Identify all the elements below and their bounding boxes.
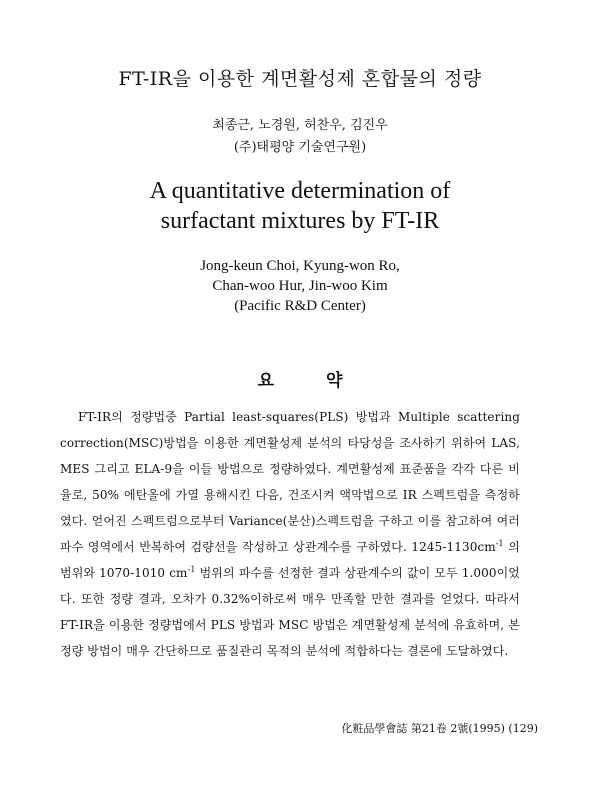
- abstract-text-part-2: 의 범위와 1070-1010 cm: [60, 540, 520, 580]
- abstract-superscript-1: -1: [495, 539, 504, 548]
- abstract-superscript-2: -1: [187, 565, 196, 574]
- korean-title: FT-IR을 이용한 계면활성제 혼합물의 정량: [118, 68, 482, 90]
- abstract-heading-char-1: 요: [257, 371, 274, 391]
- abstract-heading: [0, 366, 600, 391]
- english-authors-line-2: Chan-woo Hur, Jin-woo Kim: [212, 278, 388, 294]
- abstract-text-part-3: 범위의 파수를 선정한 결과 상관계수의 값이 모두 1.000이었다. 또한 정량 결과, 오차가 0.32%이하로써 매우 만족할 만한 결과를 얻었다. 따라서 FT-IR을 이용한 정량법에서 PLS 방법과 MSC 방법은 계면활성제 분석에 유효하며, 본 정량 방법이 매우 간단하므로 품질관리 목적의 분석에 적합하다는 결론에 도달하였다.: [60, 566, 520, 658]
- abstract-text-part-1: FT-IR의 정량법중 Partial least-squares(PLS) 방법과 Multiple scattering correction(MSC)방법을 이용한 계면활성제 분석의 타당성을 조사하기 위하여 LAS, MES 그리고 ELA-9을 이들 방법으로 정량하였다. 계면활성제 표준품을 각각 다른 비율로, 50% 에탄올에 가열 용해시킨 다음, 건조시켜 액막법으로 IR 스펙트럼을 측정하였다. 얻어진 스펙트럼으로부터 Variance(분산)스펙트럼을 구하고 이를 참고하여 여러 파수 영역에서 반복하여 검량선을 작성하고 상관계수를 구하였다. 1245-1130cm: [60, 410, 520, 554]
- english-affiliation: (Pacific R&D Center): [234, 298, 366, 314]
- abstract-body: [60, 404, 520, 664]
- journal-footer: 化粧品學會誌 第21卷 2號(1995) (129): [341, 722, 538, 735]
- korean-authors: 최종근, 노경원, 허찬우, 김진우: [212, 118, 388, 133]
- korean-affiliation: (주)태평양 기술연구원): [233, 140, 367, 155]
- english-title-line-1: A quantitative determination of: [149, 178, 451, 204]
- english-authors-line-1: Jong-keun Choi, Kyung-won Ro,: [200, 258, 400, 274]
- english-title-line-2: surfactant mixtures by FT-IR: [160, 208, 440, 234]
- abstract-heading-char-2: 약: [326, 371, 343, 391]
